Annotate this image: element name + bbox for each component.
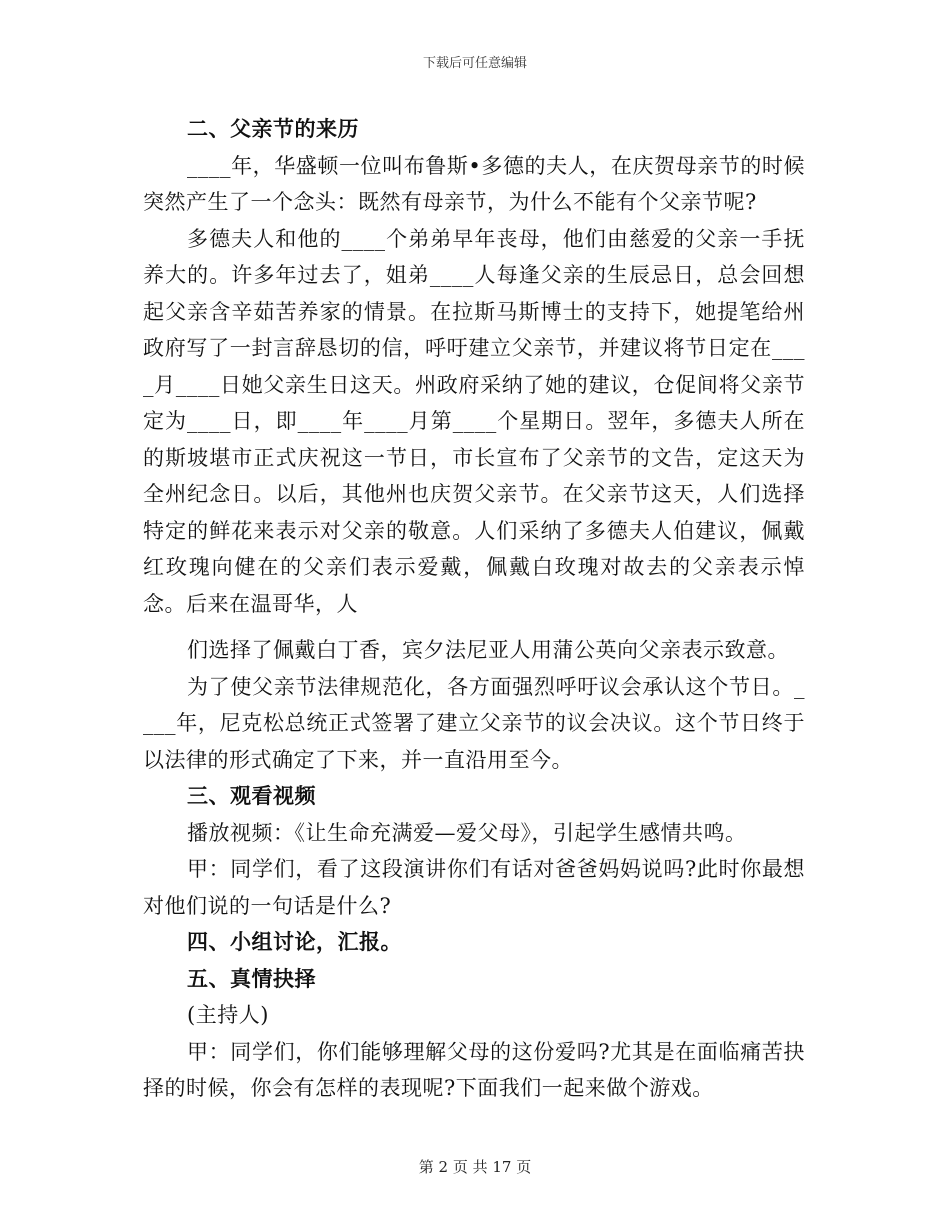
- document-body: [143, 111, 805, 1107]
- section-heading-watch-video: 三、观看视频: [187, 783, 316, 808]
- paragraph-origin-intro: ____年，华盛顿一位叫布鲁斯•多德的夫人，在庆贺母亲节的时候突然产生了一个念头：既然有母亲节，为什么不能有个父亲节呢?: [143, 153, 805, 214]
- paragraph-lilac: 们选择了佩戴白丁香，宾夕法尼亚人用蒲公英向父亲表示致意。: [187, 638, 789, 662]
- section-heading-father-day-origin: 二、父亲节的来历: [187, 116, 359, 141]
- paragraph-game-intro: 甲：同学们，你们能够理解父母的这份爱吗?尤其是在面临痛苦抉择的时候，你会有怎样的表现呢?下面我们一起来做个游戏。: [143, 1039, 805, 1100]
- section-heading-true-choice: 五、真情抉择: [187, 965, 316, 991]
- paragraph-host: (主持人): [187, 1003, 269, 1027]
- paragraph-legalization: 为了使父亲节法律规范化，各方面强烈呼吁议会承认这个节日。____年，尼克松总统正式签署了建立父亲节的议会决议。这个节日终于以法律的形式确定了下来，并一直沿用至今。: [143, 674, 805, 772]
- paragraph-dodd-story: 多德夫人和他的____个弟弟早年丧母，他们由慈爱的父亲一手抚养大的。许多年过去了，姐弟____人每逢父亲的生辰忌日，总会回想起父亲含辛茹苦养家的情景。在拉斯马斯博士的支持下，她提笔给州政府写了一封言辞恳切的信，呼吁建立父亲节，并建议将节日定在____月____日她父亲生日这天。州政府采纳了她的建议，仓促间将父亲节定为____日，即____年____月第____个星期日。翌年，多德夫人所在的斯坡堪市正式庆祝这一节日，市长宣布了父亲节的文告，定这天为全州纪念日。以后，其他州也庆贺父亲节。在父亲节这天，人们选择特定的鲜花来表示对父亲的敬意。人们采纳了多德夫人伯建议，佩戴红玫瑰向健在的父亲们表示爱戴，佩戴白玫瑰对故去的父亲表示悼念。后来在温哥华，人: [143, 226, 805, 616]
- paragraph-question-parents: 甲：同学们，看了这段演讲你们有话对爸爸妈妈说吗?此时你最想对他们说的一句话是什么?: [143, 857, 805, 918]
- section-heading-group-discussion: 四、小组讨论，汇报。: [187, 929, 402, 954]
- page-footer: 第 2 页 共 17 页: [418, 1158, 532, 1176]
- paragraph-play-video: 播放视频：《让生命充满爱—爱父母》，引起学生感情共鸣。: [187, 820, 747, 845]
- page-header: 下载后可任意编辑: [422, 56, 527, 71]
